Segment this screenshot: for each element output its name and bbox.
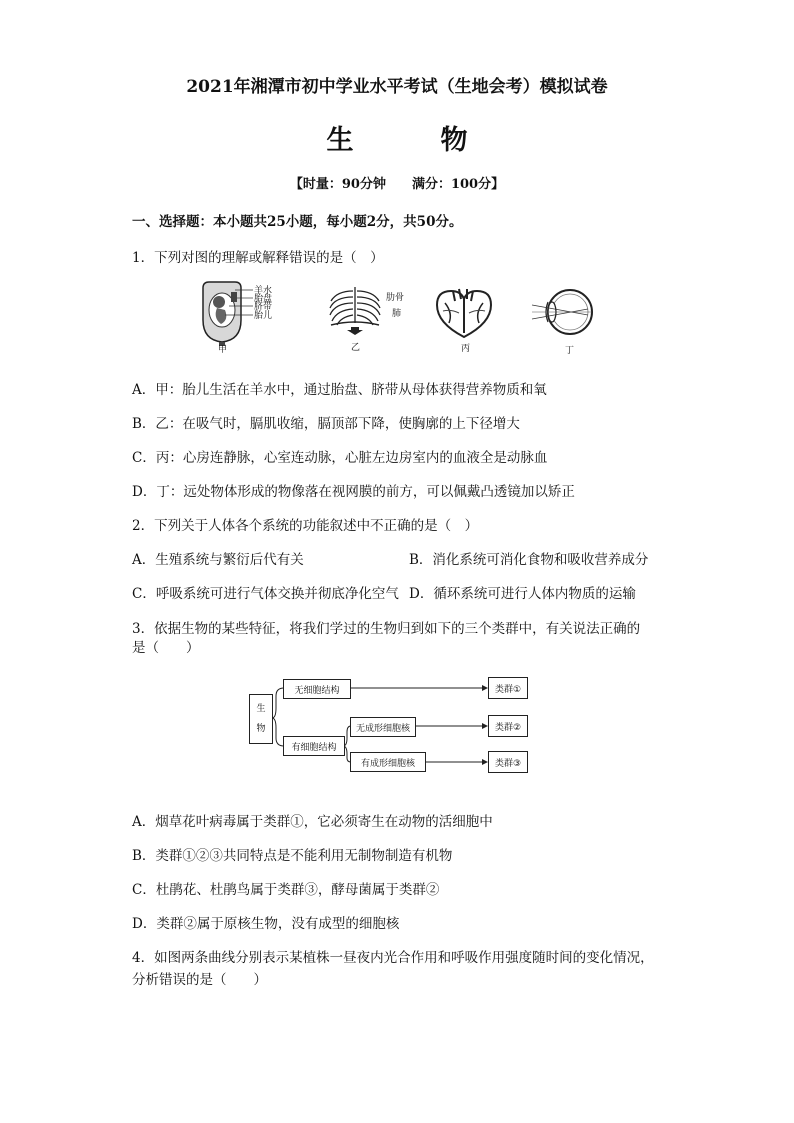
question-1-option-d: D．丁：远处物体形成的物像落在视网膜的前方，可以佩戴凸透镜加以矫正 xyxy=(132,484,575,500)
question-3-option-b: B．类群①②③共同特点是不能利用无制物制造有机物 xyxy=(132,848,453,864)
question-3-stem-line2: 是（ ） xyxy=(132,640,200,656)
question-1-option-b: B．乙：在吸气时，膈肌收缩，膈顶部下降，使胸廓的上下径增大 xyxy=(132,416,520,432)
figure-heart xyxy=(433,287,495,339)
label-amniotic-fluid: 羊水 xyxy=(254,286,273,296)
diagram-group-3: 类群③ xyxy=(488,751,528,773)
figure-ribcage xyxy=(325,283,385,335)
question-2-stem: 2．下列关于人体各个系统的功能叙述中不正确的是（ ） xyxy=(132,518,479,534)
diagram-group-1: 类群① xyxy=(488,677,528,699)
question-2-option-b: B．消化系统可消化食物和吸收营养成分 xyxy=(409,552,649,568)
figure-eye xyxy=(530,288,600,338)
question-4-stem-line1: 4．如图两条曲线分别表示某植株一昼夜内光合作用和呼吸作用强度随时间的变化情况， xyxy=(132,950,654,966)
diagram-no-nucleus: 无成形细胞核 xyxy=(350,717,416,737)
section-heading: 一、选择题：本小题共25小题，每小题2分，共50分。 xyxy=(132,214,463,230)
question-2-option-c: C．呼吸系统可进行气体交换并彻底净化空气 xyxy=(132,586,399,602)
subject-title: 生 物 xyxy=(326,125,498,156)
label-lung: 肺 xyxy=(392,309,402,319)
question-4-stem-line2: 分析错误的是（ ） xyxy=(132,972,267,988)
question-1-stem: 1．下列对图的理解或解释错误的是（ ） xyxy=(132,250,384,266)
diagram-has-nucleus: 有成形细胞核 xyxy=(350,752,426,772)
question-1-option-c: C．丙：心房连静脉，心室连动脉，心脏左边房室内的血液全是动脉血 xyxy=(132,450,548,466)
caption-ding: 丁 xyxy=(565,346,575,356)
question-2-option-a: A．生殖系统与繁衍后代有关 xyxy=(132,552,304,568)
diagram-group-2: 类群② xyxy=(488,715,528,737)
question-3-option-d: D．类群②属于原核生物，没有成型的细胞核 xyxy=(132,916,400,932)
exam-title: 2021年湘潭市初中学业水平考试（生地会考）模拟试卷 xyxy=(186,77,608,97)
caption-bing: 丙 xyxy=(461,344,471,354)
label-umbilical-cord: 脐带 xyxy=(254,302,273,312)
diagram-no-cell-structure: 无细胞结构 xyxy=(283,679,351,699)
exam-timing: 【时量：90分钟 满分：100分】 xyxy=(289,177,505,192)
label-fetus: 胎儿 xyxy=(254,311,273,321)
label-placenta: 胎盘 xyxy=(254,294,273,304)
diagram-has-cell-structure: 有细胞结构 xyxy=(283,736,345,756)
diagram-root-organism: 生 物 xyxy=(249,694,273,744)
question-3-option-c: C．杜鹃花、杜鹃鸟属于类群③，酵母菌属于类群② xyxy=(132,882,440,898)
caption-yi: 乙 xyxy=(351,343,361,353)
question-1-option-a: A．甲：胎儿生活在羊水中，通过胎盘、脐带从母体获得营养物质和氧 xyxy=(132,382,547,398)
question-2-option-d: D．循环系统可进行人体内物质的运输 xyxy=(409,586,636,602)
label-rib: 肋骨 xyxy=(386,293,405,303)
question-3-option-a: A．烟草花叶病毒属于类群①，它必须寄生在动物的活细胞中 xyxy=(132,814,493,830)
caption-jia: 甲 xyxy=(218,345,228,355)
question-3-stem-line1: 3．依据生物的某些特征，将我们学过的生物归到如下的三个类群中，有关说法正确的 xyxy=(132,621,641,637)
